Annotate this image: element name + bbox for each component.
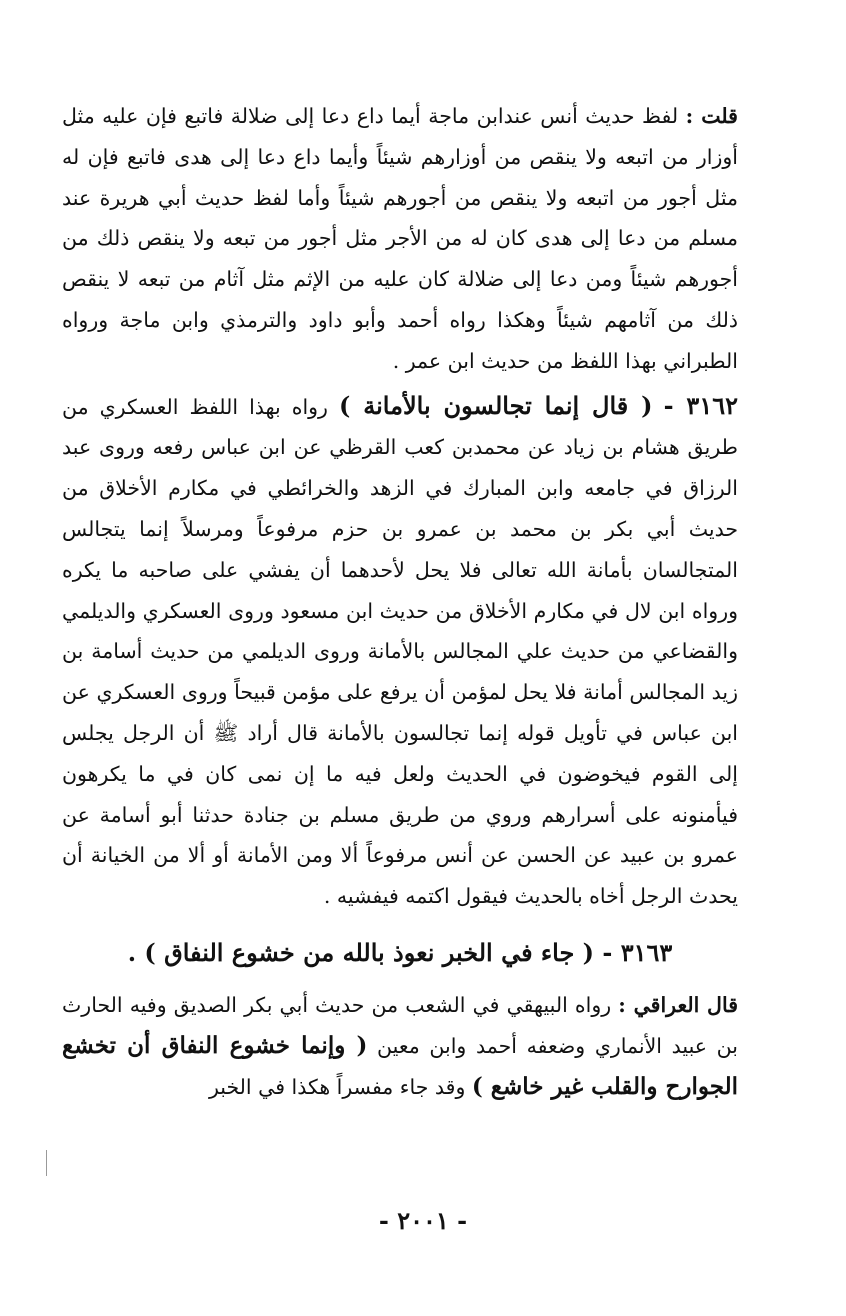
entry-title: ( قال إنما تجالسون بالأمانة )	[339, 390, 653, 420]
paragraph-lead: قلت :	[685, 104, 738, 128]
entry-3162	[62, 386, 738, 917]
paragraph-iraqi	[62, 985, 738, 1107]
paragraph-text: رواه البيهقي في الشعب من حديث أبي بكر الصديق وفيه الحارث بن عبيد الأنماري وضعفه أحمد وابن معين	[62, 992, 738, 1058]
entry-number: ٣١٦٢ -	[663, 390, 738, 420]
entry-text: رواه بهذا اللفظ العسكري من طريق هشام بن زياد عن محمدبن كعب القرظي عن ابن عباس رفعه وروى عبد الرزاق في جامعه وابن المبارك في الزهد والخرائطي في مكارم الأخلاق من حديث أبي بكر بن محمد بن عمرو بن حزم مرفوعاً ومرسلاً إنما يتجالس المتجالسان بأمانة الله تعالى فلا يحل لأحدهما أن يفشي على صاحبه ما يكره ورواه ابن لال في مكارم الأخلاق من حديث ابن مسعود وروى العسكري والديلمي والقضاعي من حديث علي المجالس بالأمانة وروى الديلمي من حديث أسامة بن زيد المجالس أمانة فلا يحل لمؤمن أن يرفع على مؤمن قبيحاً وروى العسكري عن ابن عباس في تأويل قوله إنما تجالسون بالأمانة قال أراد ﷺ أن الرجل يجلس إلى القوم فيخوضون في الحديث ولعل فيه ما إن نمى كان في ما يكرهون فيأمنونه على أسرارهم وروي من طريق مسلم بن جنادة حدثنا أبو أسامة عن عمرو بن عبيد عن الحسن عن أنس مرفوعاً ألا ومن الأمانة أو ألا من الخيانة أن يحدث الرجل أخاه بالحديث فيقول اكتمه فيفشيه .	[62, 394, 738, 909]
paragraph-lead: قال العراقي :	[618, 992, 738, 1017]
margin-rule	[46, 1150, 47, 1176]
page-body	[62, 96, 738, 1107]
paragraph-text: لفظ حديث أنس عندابن ماجة أيما داع دعا إلى ضلالة فاتبع فإن عليه مثل أوزار من اتبعه ولا ينقص من أوزارهم شيئاً وأيما داع دعا إلى هدى فاتبع فإن له مثل أجور من اتبعه ولا ينقص من أجورهم شيئاً وأما لفظ حديث أبي هريرة عند مسلم من دعا إلى هدى كان له من الأجر مثل أجور من تبعه ولا ينقص ذلك من أجورهم شيئاً ومن دعا إلى ضلالة كان عليه من الإثم مثل آثام من تبعه لا ينقص ذلك من آثامهم شيئاً وهكذا رواه أحمد وأبو داود والترمذي وابن ماجة ورواه الطبراني بهذا اللفظ من حديث ابن عمر .	[62, 104, 738, 373]
entry-3163	[62, 931, 738, 975]
paragraph-qultu	[62, 96, 738, 382]
paragraph-text-continued: وقد جاء مفسراً هكذا في الخبر	[208, 1074, 466, 1099]
entry-number: ٣١٦٣ -	[602, 937, 673, 967]
entry-title: ( جاء في الخبر نعوذ بالله من خشوع النفاق ) .	[127, 937, 595, 967]
page-number: - ٢٠٠١ -	[378, 1206, 468, 1235]
hadith-quote: ( وإنما خشوع النفاق أن تخشع الجوارح والقلب غير خاشع )	[62, 1031, 738, 1100]
